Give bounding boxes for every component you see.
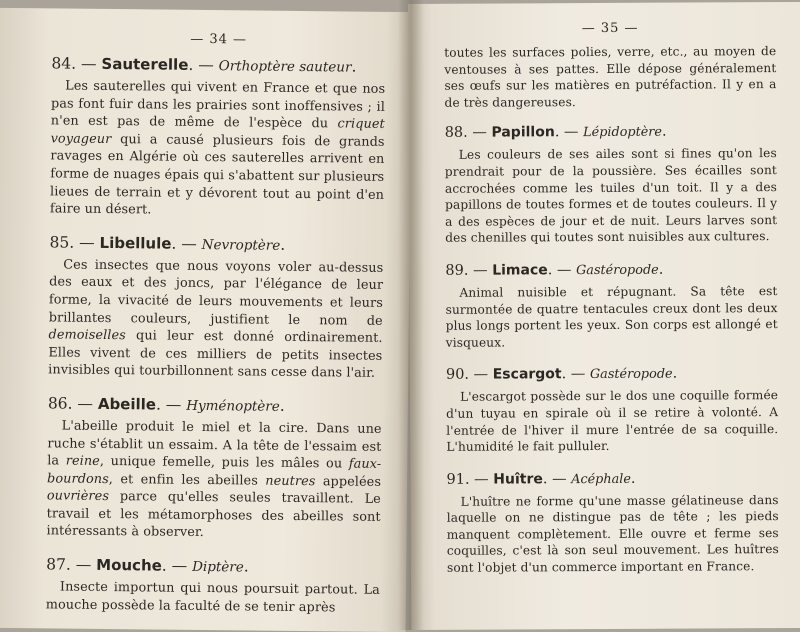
entry xyxy=(50,53,386,221)
entry-number: 89. xyxy=(445,262,469,279)
right-page xyxy=(408,2,800,630)
entry-name: Sauterelle xyxy=(101,54,189,74)
entry-number: 88. xyxy=(444,125,468,142)
entry-heading: 84. — Sauterelle. — Orthoptère sauteur. xyxy=(51,54,357,76)
entry xyxy=(446,468,779,577)
entry-body xyxy=(48,256,383,383)
text-run: L'huître ne forme qu'une masse gélatineuse dans laquelle on ne distingue pas de tête ; les pieds manquent complètement. Elle ouvre et ferme ses coquilles, c'est là son seul mouvement. Les huîtres sont l'objet d'un commerce important en France. xyxy=(446,492,779,575)
entry-name: Papillon xyxy=(491,124,555,141)
text-run: qui a causé plusieurs fois de grands ravages en Algérie où ces sauterelles arrivent en forme de nuages épais qui s'abattent sur plusieurs lieues de terrain et y dévorent tout au point d'en faire un désert. xyxy=(49,131,385,218)
entry-body xyxy=(50,77,385,221)
entry-category: Gastéropode xyxy=(589,366,673,383)
entry-name: Abeille xyxy=(97,394,157,414)
entry-category: Nevroptère xyxy=(201,236,281,254)
entry-heading: 88. — Papillon. — Lépidoptère. xyxy=(444,124,667,142)
entry-category: Gastéropode xyxy=(576,262,659,279)
entry-body xyxy=(46,578,380,617)
entry-name: Limace xyxy=(492,262,548,279)
page-number: — 35 — xyxy=(581,20,639,37)
text-run: appelées xyxy=(315,473,382,490)
text-run: Les sauterelles qui vivent en France et que nos pas font fuir dans les prairies sont inoffensives ; il n'en est pas de même de l'espèce du xyxy=(50,78,386,132)
entry xyxy=(446,363,778,455)
text-run: , et enfin les abeilles xyxy=(108,471,266,489)
entry-heading: 86. — Abeille. — Hyménoptère. xyxy=(47,394,285,415)
text-run: L'escargot possède sur le dos une coquille formée d'un tuyau en spirale où il se retire à volonté. A l'entrée de l'hiver il mure l'entrée de sa coquille. L'humidité le fait pulluler. xyxy=(446,388,779,454)
entry-name: Libellule xyxy=(99,233,172,253)
entry-body xyxy=(446,387,778,455)
entry-heading: 85. — Libellule. — Nevroptère. xyxy=(49,233,286,254)
entry-body xyxy=(46,417,381,544)
text-run: Insecte importun qui nous poursuit partout. La mouche possède la faculté de se tenir après xyxy=(45,579,381,616)
entry-category: Hyménoptère xyxy=(186,397,280,415)
entry-category: Diptère xyxy=(192,558,244,576)
entry-number: 85. xyxy=(49,233,75,252)
entry-category: Acéphale xyxy=(571,471,631,487)
entry-body xyxy=(445,145,778,246)
italic-term: ouvrières xyxy=(46,488,110,505)
entry-heading: 89. — Limace. — Gastéropode. xyxy=(445,261,664,279)
entry-category: Orthoptère sauteur xyxy=(218,58,352,76)
italic-term: reine xyxy=(65,453,100,470)
entry xyxy=(46,393,382,544)
entry xyxy=(445,121,778,246)
entry-number: 90. xyxy=(445,366,470,384)
entry-list xyxy=(46,53,386,617)
italic-term: faux-bourdons xyxy=(47,456,382,487)
entry xyxy=(48,232,384,383)
entry xyxy=(46,554,381,617)
page-number: — 34 — xyxy=(190,31,248,48)
text-run: Ces insectes que nous voyons voler au-dessus des eaux et des joncs, par l'élégance de leur forme, la vivacité de leurs mouvements et leurs brillantes couleurs, justifient le nom de xyxy=(48,257,384,329)
continued-text: toutes les surfaces polies, verre, etc., au moyen de ventouses à ses pattes. Elle dépose généralement ses œufs sur les matières en putréfaction. Il y en a de très dangereuses. xyxy=(444,44,777,110)
text-run: Les couleurs de ses ailes sont si fines qu'on les prendrait pour de la poussière. Ses écailles sont accrochées comme les tuiles d'un toit. Il y a des papillons de toutes formes et de toutes couleurs. Il y a des espèces de jour et de nuit. Leurs larves sont des chenilles qui toutes sont nuisibles aux cultures. xyxy=(444,146,778,246)
entry-body xyxy=(445,283,777,351)
entry-list xyxy=(445,121,779,576)
entry-name: Mouche xyxy=(96,555,162,575)
text-run: parce qu'elles seules travaillent. Le travail et les métamorphoses des abeilles sont intéressants à observer. xyxy=(46,489,381,541)
italic-term: demoiselles xyxy=(48,327,126,344)
entry-number: 84. xyxy=(51,54,77,73)
italic-term: neutres xyxy=(265,473,316,489)
italic-term: criquet voyageur xyxy=(50,116,385,147)
text-run: Animal nuisible et répugnant. Sa tête est surmontée de quatre tentacules creux dont les deux plus longs portent les yeux. Son corps est allongé et visqueux. xyxy=(445,284,778,350)
left-page xyxy=(0,8,412,632)
text-run: L'abeille produit le miel et la cire. Dans une ruche s'établit un essaim. A la tête de l'essaim est la xyxy=(47,418,382,469)
entry-body xyxy=(447,492,779,577)
entry-heading: 91. — Huître. — Acéphale. xyxy=(446,470,636,488)
text-run: , unique femelle, puis les mâles ou xyxy=(99,454,349,472)
entry-heading: 87. — Mouche. — Diptère. xyxy=(46,555,249,576)
entry xyxy=(445,259,777,351)
text-run: qui leur est donné ordinairement. Elles vivent de ces milliers de petits insectes invisibles qui tourbillonnent sans cesse dans l'air. xyxy=(48,328,383,382)
book-gutter xyxy=(398,0,424,630)
entry-heading: 90. — Escargot. — Gastéropode. xyxy=(445,365,678,384)
entry-name: Huître xyxy=(493,470,543,488)
entry-number: 91. xyxy=(446,471,470,488)
entry-name: Escargot xyxy=(492,366,562,383)
entry-category: Lépidoptère xyxy=(583,125,663,141)
entry-number: 87. xyxy=(46,555,71,574)
entry-number: 86. xyxy=(47,394,73,413)
